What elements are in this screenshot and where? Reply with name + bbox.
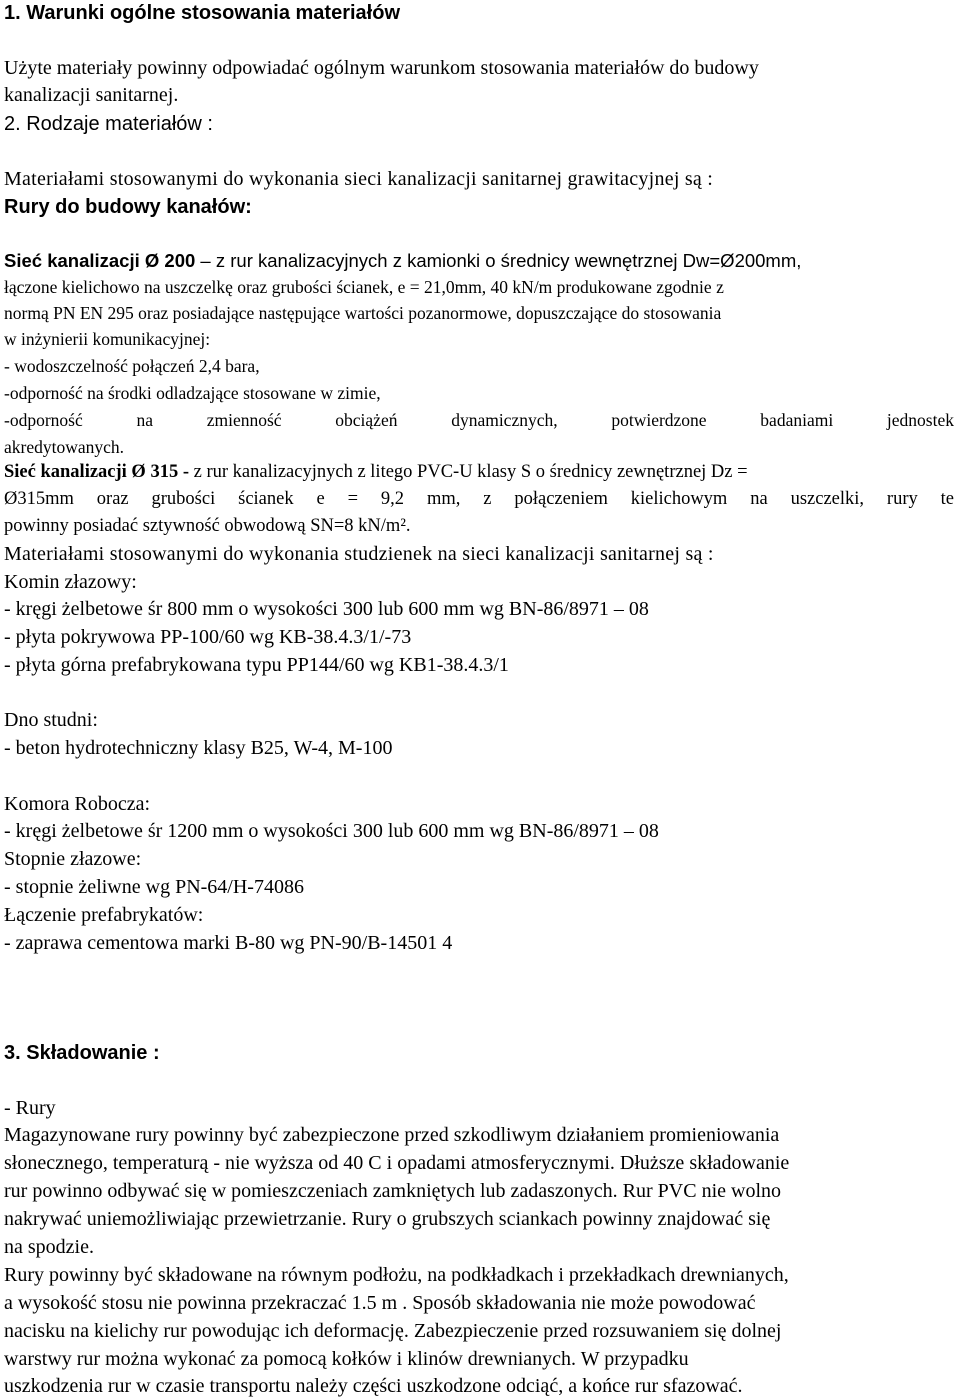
storage-p1-line-2: słonecznego, temperaturą - nie wyższa od 40 C i opadami atmosferycznymi. Dłuższe składowanie xyxy=(4,1152,790,1174)
pipe-315-line-2: Ø315mm oraz grubości ścianek e = 9,2 mm, z połączeniem kielichowym na uszczelki, rury te xyxy=(4,489,954,509)
section-2-heading: 2. Rodzaje materiałów : xyxy=(4,113,213,135)
section-2-subheading: Rury do budowy kanałów: xyxy=(4,196,252,218)
stopnie-title: Stopnie złazowe: xyxy=(4,848,142,870)
section-1-line-1: Użyte materiały powinny odpowiadać ogólnym warunkom stosowania materiałów do budowy xyxy=(4,57,759,79)
storage-p2-line-5: uszkodzenia rur w czasie transportu należy części uszkodzone odciąć, a końce rur sfazować. xyxy=(4,1375,743,1397)
dno-item-1: - beton hydrotechniczny klasy B25, W-4, M-100 xyxy=(4,737,393,759)
komin-item-1: - kręgi żelbetowe śr 800 mm o wysokości 300 lub 600 mm wg BN-86/8971 – 08 xyxy=(4,598,649,620)
komin-item-2: - płyta pokrywowa PP-100/60 wg KB-38.4.3/1/-73 xyxy=(4,626,412,648)
manholes-intro: Materiałami stosowanymi do wykonania studzienek na sieci kanalizacji sanitarnej są : xyxy=(4,543,714,565)
section-1-heading: 1. Warunki ogólne stosowania materiałów xyxy=(4,2,401,24)
komora-item-1: - kręgi żelbetowe śr 1200 mm o wysokości 300 lub 600 mm wg BN-86/8971 – 08 xyxy=(4,820,659,842)
pipe-200-line-5: - wodoszczelność połączeń 2,4 bara, xyxy=(4,356,260,376)
pipe-315-line-1 xyxy=(4,459,748,485)
storage-p2-line-3: nacisku na kielichy rur powodując ich deformację. Zabezpieczenie przed rozsuwaniem się dolnej xyxy=(4,1320,782,1342)
storage-p1-line-3: rur powinno odbywać się w pomieszczeniach zamkniętych lub zadaszonych. Rur PVC nie wolno xyxy=(4,1180,782,1202)
storage-p2-line-4: warstwy rur można wykonać za pomocą kołków i klinów drewnianych. W przypadku xyxy=(4,1348,689,1370)
storage-p2-line-2: a wysokość stosu nie powinna przekraczać 1.5 m . Sposób składowania nie może powodować xyxy=(4,1292,756,1314)
pipe-200-line-6: -odporność na środki odladzające stosowane w zimie, xyxy=(4,383,381,403)
storage-p1-line-5: na spodzie. xyxy=(4,1236,94,1258)
pipe-200-line-8: akredytowanych. xyxy=(4,437,125,457)
section-2-intro: Materiałami stosowanymi do wykonania sieci kanalizacji sanitarnej grawitacyjnej są : xyxy=(4,168,714,190)
pipe-200-line-4: w inżynierii komunikacyjnej: xyxy=(4,329,211,349)
section-3-heading: 3. Składowanie : xyxy=(4,1042,160,1064)
pipe-315-line-3: powinny posiadać sztywność obwodową SN=8 kN/m². xyxy=(4,516,411,536)
dno-title: Dno studni: xyxy=(4,709,98,731)
pipe-200-line-7: -odporność na zmienność obciążeń dynamicznych, potwierdzone badaniami jednostek xyxy=(4,410,954,430)
laczenie-title: Łączenie prefabrykatów: xyxy=(4,904,204,926)
pipe-315-title: Sieć kanalizacji Ø 315 - xyxy=(4,462,189,482)
storage-p1-line-4: nakrywać uniemożliwiając przewietrzanie. Rury o grubszych sciankach powinny znajdować się xyxy=(4,1208,771,1230)
pipe-200-line-1 xyxy=(4,248,801,274)
komin-title: Komin złazowy: xyxy=(4,571,137,593)
storage-p1-line-1: Magazynowane rury powinny być zabezpieczone przed szkodliwym działaniem promieniowania xyxy=(4,1124,780,1146)
pipe-200-title: Sieć kanalizacji Ø 200 xyxy=(4,250,196,271)
storage-p2-line-1: Rury powinny być składowane na równym podłożu, na podkładkach i przekładkach drewnianych, xyxy=(4,1264,789,1286)
stopnie-item-1: - stopnie żeliwne wg PN-64/H-74086 xyxy=(4,876,304,898)
storage-rury-label: - Rury xyxy=(4,1097,56,1119)
laczenie-item-1: - zaprawa cementowa marki B-80 wg PN-90/B-14501 4 xyxy=(4,932,453,954)
section-1-line-2: kanalizacji sanitarnej. xyxy=(4,84,179,106)
pipe-200-desc: – z rur kanalizacyjnych z kamionki o średnicy wewnętrznej Dw=Ø200mm, xyxy=(195,250,802,271)
komin-item-3: - płyta górna prefabrykowana typu PP144/60 wg KB1-38.4.3/1 xyxy=(4,654,509,676)
komora-title: Komora Robocza: xyxy=(4,793,151,815)
pipe-315-desc: z rur kanalizacyjnych z litego PVC-U klasy S o średnicy zewnętrznej Dz = xyxy=(188,462,748,482)
pipe-200-line-2: łączone kielichowo na uszczelkę oraz grubości ścianek, e = 21,0mm, 40 kN/m produkowane zgodnie z xyxy=(4,277,724,297)
pipe-200-line-3: normą PN EN 295 oraz posiadające następujące wartości pozanormowe, dopuszczające do stosowania xyxy=(4,303,722,323)
